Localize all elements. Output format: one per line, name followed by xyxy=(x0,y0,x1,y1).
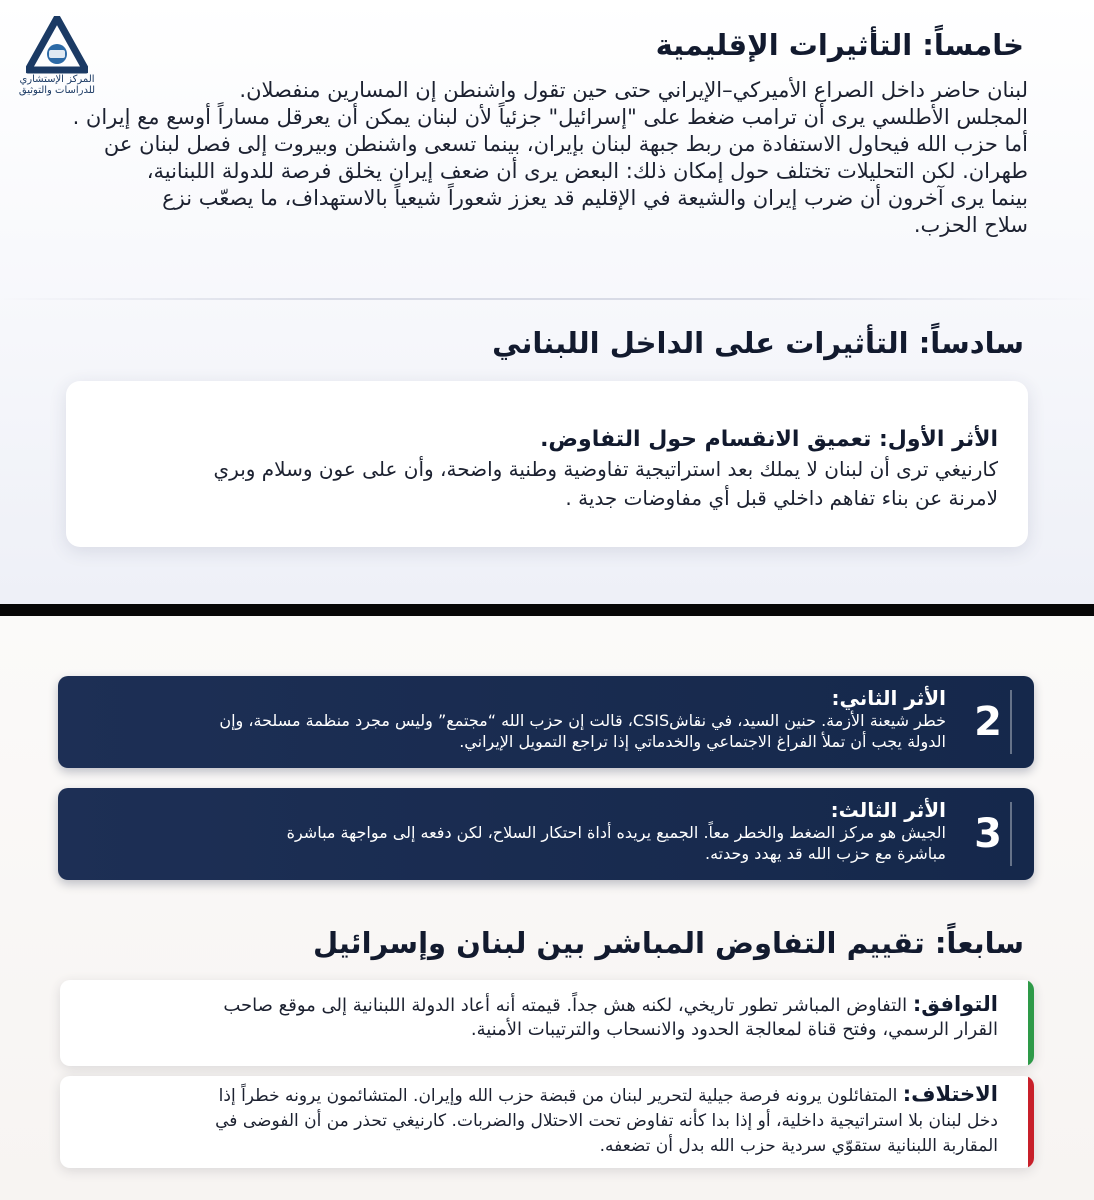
effect-divider-line xyxy=(1010,690,1012,754)
section-divider xyxy=(0,298,1094,300)
section5-line: طهران. لكن التحليلات تختلف حول إمكان ذلك: البعض يرى أن ضعف إيران يخلق فرصة للدولة اللبنانية، xyxy=(146,159,1028,183)
effect2-card xyxy=(58,676,1034,768)
effect1-text-line: كارنيغي ترى أن لبنان لا يملك بعد استراتيجية تفاوضية وطنية واضحة، وأن على عون وسلام وبري xyxy=(213,457,998,481)
disagreement-label: الاختلاف: xyxy=(902,1082,998,1106)
effect1-text-line: لامرنة عن بناء تفاهم داخلي قبل أي مفاوضات جدية . xyxy=(565,486,998,510)
logo-emblem-icon xyxy=(26,16,88,74)
effect1-title: الأثر الأول: تعميق الانقسام حول التفاوض. xyxy=(540,427,998,452)
black-divider xyxy=(0,604,1094,616)
section5-line: المجلس الأطلسي يرى أن ترامب ضغط على "إسرائيل" جزئياً لأن لبنان يمكن أن يعرقل مساراً أوسع مع إيران . xyxy=(72,105,1028,129)
disagreement-card xyxy=(60,1076,1034,1168)
consensus-text: التفاوض المباشر تطور تاريخي، لكنه هش جداً. قيمته أنه أعاد الدولة اللبنانية إلى موقع صاحب xyxy=(223,995,913,1016)
logo-text-line1: المركز الإستشاري xyxy=(19,74,95,85)
effect2-text-line: الدولة يجب أن تملأ الفراغ الاجتماعي والخدماتي إذا تراجع التمويل الإيراني. xyxy=(459,732,946,751)
effect2-number: 2 xyxy=(974,699,1002,745)
consensus-text-line: القرار الرسمي، وفتح قناة لمعالجة الحدود والانسحاب والترتيبات الأمنية. xyxy=(470,1019,998,1040)
effect3-text-line: الجيش هو مركز الضغط والخطر معاً. الجميع يريده أداة احتكار السلاح، لكن دفعه إلى مواجهة مباشرة xyxy=(286,823,946,842)
effect2-title: الأثر الثاني: xyxy=(831,686,946,710)
section7-title: سابعاً: تقييم التفاوض المباشر بين لبنان وإسرائيل xyxy=(312,926,1024,960)
section5-line: بينما يرى آخرون أن ضرب إيران والشيعة في الإقليم قد يعزز شعوراً شيعياً بالاستهداف، ما يصعّب نزع xyxy=(162,186,1028,210)
effect-divider-line xyxy=(1010,802,1012,866)
disagreement-text-line: دخل لبنان بلا استراتيجية داخلية، أو إذا بدا كأنه تفاوض تحت الاحتلال والضربات. كارنيغي تحذر من أن الفوضى في xyxy=(215,1111,998,1131)
disagreement-text: المتفائلون يرونه فرصة جيلية لتحرير لبنان من قبضة حزب الله وإيران. المتشائمون يرونه خطراً إذا xyxy=(218,1086,903,1106)
effect3-text-line: مباشرة مع حزب الله قد يهدد وحدته. xyxy=(705,844,946,863)
section5-line: أما حزب الله فيحاول الاستفادة من ربط جبهة لبنان بإيران، بينما تسعى واشنطن وبيروت إلى فصل لبنان عن xyxy=(103,132,1028,156)
section5-paragraph xyxy=(48,77,1028,239)
section5-line: سلاح الحزب. xyxy=(913,213,1028,237)
section5-title: خامساً: التأثيرات الإقليمية xyxy=(655,28,1024,62)
section6-title: سادساً: التأثيرات على الداخل اللبناني xyxy=(492,326,1024,360)
logo-text-line2: للدراسات والتوثيق xyxy=(18,85,96,96)
effect3-card xyxy=(58,788,1034,880)
effect2-text-line: خطر شيعنة الأزمة. حنين السيد، في نقاشCSIS، قالت إن حزب الله “مجتمع” وليس مجرد منظمة مسلحة، وإن xyxy=(219,711,946,730)
effect1-card xyxy=(66,381,1028,547)
section5-line: لبنان حاضر داخل الصراع الأميركي–الإيراني حتى حين تقول واشنطن إن المسارين منفصلان. xyxy=(239,78,1028,102)
disagreement-text-line: المقاربة اللبنانية ستقوّي سردية حزب الله بدل أن تضعفه. xyxy=(599,1136,998,1156)
effect3-title: الأثر الثالث: xyxy=(830,798,946,822)
consensus-card xyxy=(60,980,1034,1066)
effect3-number: 3 xyxy=(974,811,1002,857)
consensus-accent-bar xyxy=(1028,980,1034,1066)
disagreement-accent-bar xyxy=(1028,1076,1034,1168)
consensus-label: التوافق: xyxy=(912,992,998,1016)
